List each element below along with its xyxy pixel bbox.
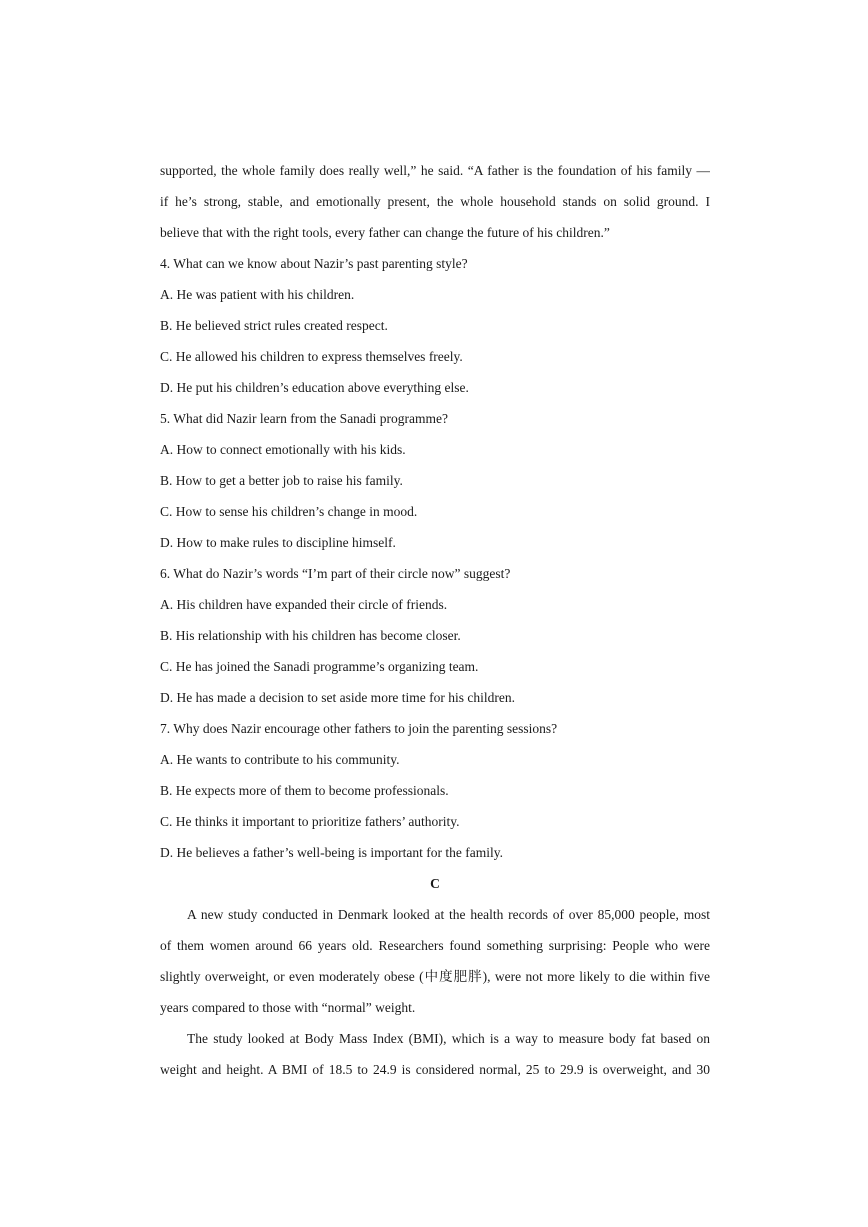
paragraph-line: believe that with the right tools, every father can change the future of his children.” [160, 225, 610, 240]
passage-b-ending [160, 155, 710, 248]
paragraph-line: The study looked at Body Mass Index (BMI), which is a way to measure body fat based on [187, 1031, 710, 1046]
answer-option: A. He was patient with his children. [160, 287, 355, 302]
paragraph-line: years compared to those with “normal” weight. [160, 1000, 416, 1015]
answer-option: B. He believed strict rules created respect. [160, 318, 388, 333]
answer-option: C. He allowed his children to express themselves freely. [160, 349, 463, 364]
paragraph-line: supported, the whole family does really well,” he said. “A father is the foundation of his family — [160, 163, 710, 178]
answer-option: A. He wants to contribute to his community. [160, 752, 400, 767]
document-text [160, 155, 710, 1085]
passage-c-paragraph-2 [160, 1023, 710, 1085]
question-4 [160, 248, 710, 403]
answer-option: B. How to get a better job to raise his family. [160, 473, 403, 488]
answer-option: D. How to make rules to discipline himself. [160, 535, 396, 550]
answer-option: B. His relationship with his children has become closer. [160, 628, 461, 643]
passage-c-paragraph-1 [160, 899, 710, 1023]
paragraph-line: weight and height. A BMI of 18.5 to 24.9 is considered normal, 25 to 29.9 is overweight, and 30 [160, 1062, 710, 1077]
question-stem: 7. Why does Nazir encourage other fathers to join the parenting sessions? [160, 721, 558, 736]
section-heading: C [430, 876, 440, 891]
paragraph-line: if he’s strong, stable, and emotionally present, the whole household stands on solid ground. I [160, 194, 710, 209]
question-7 [160, 713, 710, 868]
answer-option: D. He has made a decision to set aside more time for his children. [160, 690, 516, 705]
answer-option: D. He believes a father’s well-being is important for the family. [160, 845, 504, 860]
answer-option: C. How to sense his children’s change in mood. [160, 504, 418, 519]
paragraph-line: of them women around 66 years old. Researchers found something surprising: People who were [160, 938, 710, 953]
question-6 [160, 558, 710, 713]
question-stem: 5. What did Nazir learn from the Sanadi programme? [160, 411, 449, 426]
question-5 [160, 403, 710, 558]
paragraph-line: slightly overweight, or even moderately obese (中度肥胖), were not more likely to die within five [160, 969, 710, 984]
answer-option: A. His children have expanded their circle of friends. [160, 597, 448, 612]
answer-option: B. He expects more of them to become professionals. [160, 783, 449, 798]
answer-option: A. How to connect emotionally with his kids. [160, 442, 406, 457]
answer-option: C. He has joined the Sanadi programme’s organizing team. [160, 659, 479, 674]
question-stem: 4. What can we know about Nazir’s past parenting style? [160, 256, 468, 271]
paragraph-line: A new study conducted in Denmark looked at the health records of over 85,000 people, most [187, 907, 710, 922]
question-stem: 6. What do Nazir’s words “I’m part of their circle now” suggest? [160, 566, 511, 581]
answer-option: C. He thinks it important to prioritize fathers’ authority. [160, 814, 460, 829]
answer-option: D. He put his children’s education above everything else. [160, 380, 469, 395]
